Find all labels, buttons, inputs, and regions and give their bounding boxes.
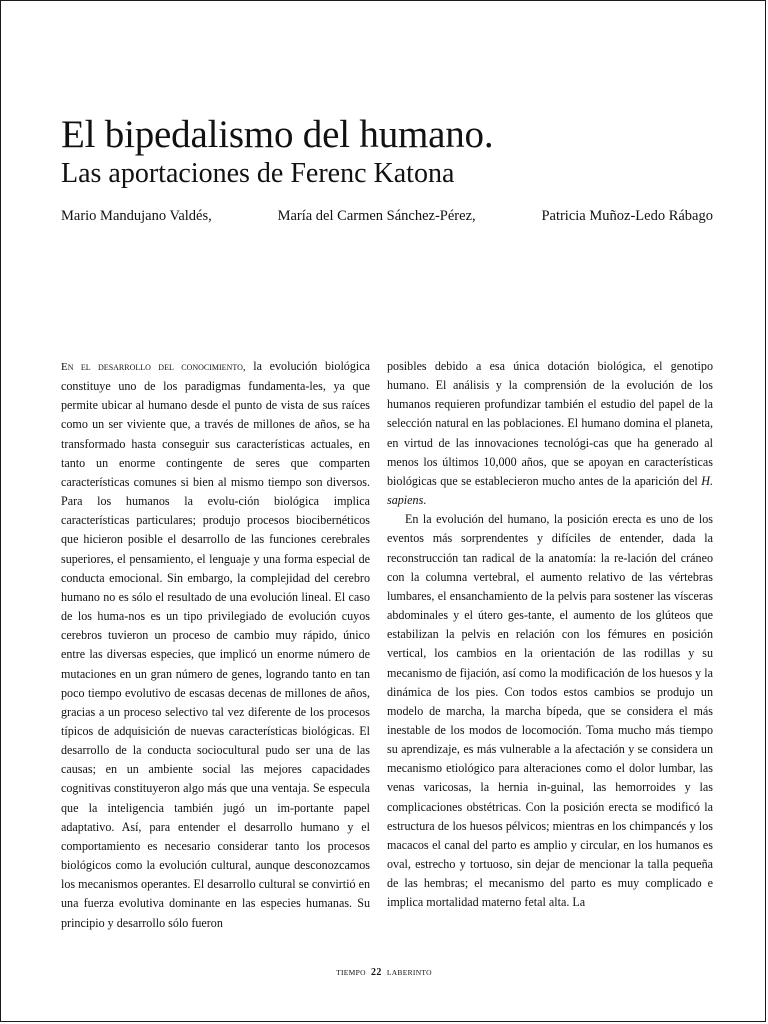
page-footer bbox=[1, 967, 766, 978]
author-3: Patricia Muñoz-Ledo Rábago bbox=[541, 208, 713, 224]
body-column-left bbox=[61, 357, 370, 933]
footer-journal-right: LABERINTO bbox=[386, 968, 432, 977]
lead-in-small-caps: En el desarrollo del conocimiento, bbox=[61, 361, 246, 373]
body-paragraph bbox=[61, 357, 370, 933]
body-text: posibles debido a esa única dotación biológica, el genotipo humano. El análisis y la comprensión de la evolución de los humanos requieren profundizar también el estudio del papel de la selección natural en las poblaciones. El humano domina el planeta, en virtud de las innovaciones tecnológi-cas que ha generado al menos los últimos 10,000 años, que se apoyan en características biológicas que se establecieron mucho antes de la aparición del bbox=[387, 359, 713, 488]
page-number: 22 bbox=[371, 967, 382, 978]
footer-journal-left: TIEMPO bbox=[336, 968, 366, 977]
body-text: . bbox=[423, 493, 427, 508]
body-text: la evolución biológica constituye uno de los paradigmas fundamenta-les, ya que permite ubicar al humano desde el punto de vista de sus raíces como un ser viviente que, a través de millones de años, se ha transformado hasta conseguir sus características actuales, en tanto un enorme contingente de seres que comparten características comunes si bien al mismo tiempo son diversos. Para los humanos la evolu-ción biológica implica características particulares; produjo procesos biocibernéticos que hicieron posible el desarrollo de las funciones cerebrales superiores, el pensamiento, el lenguaje y una forma especial de conducta emocional. Sin embargo, la complejidad del cerebro humano no es sólo el resultado de una evolución lineal. El caso de los huma-nos es un tipo privilegiado de evolución cuyos cerebros tuvieron un proceso de cambio muy rápido, único entre las diversas especies, que implicó un enorme número de mutaciones en un gran número de genes, logrando tanto en tan poco tiempo evolutivo de escasas decenas de millones de años, gracias a un proceso selectivo tal vez diferente de los procesos típicos de adquisición de nuevas características biológicas. El desarrollo de la conducta sociocultural pudo ser una de las causas; en un ambiente social las mejores capacidades cognitivas constituyeron algo más que una ventaja. Se especula que la inteligencia también jugó un im-portante papel adaptativo. Así, para entender el desarrollo humano y el comportamiento es necesario considerar tanto los procesos biológicos como la evolución cultural, aunque desconozcamos los mecanismos operantes. El desarrollo cultural se convirtió en una fuerza evolutiva dominante en las especies humanas. Su principio y desarrollo sólo fueron bbox=[61, 359, 370, 930]
article-title: El bipedalismo del humano. bbox=[61, 113, 494, 156]
body-paragraph: En la evolución del humano, la posición erecta es uno de los eventos más sorprendentes y difíciles de entender, dada la reconstrucción tan radical de la anatomía: la re-lación del cráneo con la columna vertebral, el aumento relativo de las vértebras lumbares, el ensanchamiento de la pelvis para sostener las vísceras abdominales y el útero ges-tante, el aumento de los glúteos que estabilizan la pelvis en relación con los fémures en posición vertical, los cambios en la orientación de las rodillas y su mecanismo de fijación, así como la modificación de los huesos y la dinámica de los pies. Con todos estos cambios se produjo un modelo de marcha, la marcha bípeda, que se considera el más inestable de los modos de locomoción. Toma mucho más tiempo su aprendizaje, es más vulnerable a la afectación y se considera un mecanismo etiológico para alteraciones como el dolor lumbar, las venas varicosas, la hernia in-guinal, las hemorroides y las complicaciones obstétricas. Con la posición erecta se modificó la estructura de los huesos pélvicos; mientras en los chimpancés y los macacos el canal del parto es amplio y circular, en los humanos es oval, estrecho y tortuoso, sin dejar de mencionar la talla pequeña de las hembras; el mecanismo del parto es muy complicado e implica mortalidad materno fetal alta. La bbox=[387, 512, 713, 910]
article-subtitle: Las aportaciones de Ferenc Katona bbox=[61, 158, 455, 189]
article-header bbox=[61, 113, 713, 225]
species-name: H. sapiens bbox=[387, 473, 713, 508]
body-paragraph bbox=[387, 357, 713, 510]
author-list bbox=[61, 207, 713, 225]
author-1: Mario Mandujano Valdés, bbox=[61, 208, 212, 224]
author-2: María del Carmen Sánchez-Pérez, bbox=[277, 208, 476, 224]
body-column-right bbox=[387, 357, 713, 913]
